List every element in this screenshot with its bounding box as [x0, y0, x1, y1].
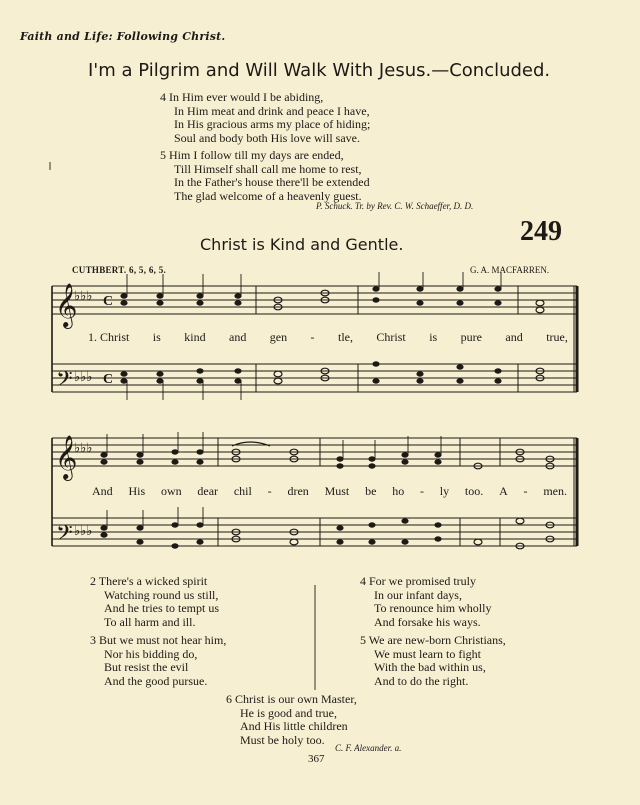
lyric-syllable: ho	[392, 484, 405, 498]
page-number: 367	[308, 753, 325, 765]
stanza-line: Nor his bidding do,	[104, 646, 198, 661]
lyric-syllable: dear	[197, 484, 219, 498]
stanza-line: In Him meat and drink and peace I have,	[174, 103, 370, 118]
stanza-line: Must be holy too.	[240, 732, 325, 747]
stanza-line: And he tries to tempt us	[104, 601, 219, 615]
lyric-syllable: Christ	[376, 330, 406, 344]
svg-text:♭♭♭: ♭♭♭	[74, 441, 93, 456]
svg-text:𝄞: 𝄞	[55, 435, 78, 479]
lyric-syllable: be	[365, 484, 377, 498]
stanza-line: But resist the evil	[104, 660, 189, 674]
stanza-5-right	[360, 634, 506, 688]
stanza-line: To renounce him wholly	[374, 601, 492, 615]
stanza-line: 6 Christ is our own Master,	[226, 692, 357, 706]
stanza-line: And His little children	[240, 719, 348, 733]
hymn-title-concluded: I'm a Pilgrim and Will Walk With Jesus.—Concluded.	[88, 60, 551, 81]
stanza-line: The glad welcome of a heavenly guest.	[174, 188, 362, 203]
stanza-4-right	[360, 575, 491, 629]
lyric-syllable: true,	[546, 330, 568, 344]
stanza-line: He is good and true,	[240, 705, 337, 720]
lyric-syllable: is	[152, 330, 161, 344]
stanza-2	[90, 575, 219, 629]
stanza-line: To all harm and ill.	[104, 614, 196, 629]
stanza-line: Soul and body both His love will save.	[174, 130, 360, 145]
lyric-syllable: kind	[184, 330, 206, 344]
lyric-syllable: tle,	[337, 330, 353, 344]
svg-text:♭♭♭: ♭♭♭	[74, 370, 93, 385]
lyric-syllable: A	[499, 484, 508, 498]
stanza-line: 5 Him I follow till my days are ended,	[160, 148, 344, 162]
composer-credit: G. A. MACFARREN.	[470, 265, 550, 275]
lyric-syllable: His	[128, 484, 146, 498]
running-header: Faith and Life: Following Christ.	[20, 30, 226, 43]
lyric-syllable: -	[419, 484, 424, 498]
lyric-syllable: and	[229, 330, 247, 344]
lyric-syllable: too.	[464, 484, 484, 498]
lyric-syllable: And	[92, 484, 113, 498]
lyric-syllable: ly	[439, 484, 450, 498]
svg-text:𝄢: 𝄢	[56, 367, 73, 397]
stanza-line: With the bad within us,	[374, 660, 486, 674]
lyric-syllable: pure	[460, 330, 482, 344]
stanza-line: In His gracious arms my place of hiding;	[174, 117, 371, 131]
svg-text:𝄢: 𝄢	[56, 521, 73, 551]
svg-text:C: C	[103, 372, 114, 387]
stanza-line: And the good pursue.	[104, 673, 208, 688]
stanza-line: Watching round us still,	[104, 587, 219, 602]
stanza-line: 5 We are new-born Christians,	[360, 633, 506, 647]
hymn-title: Christ is Kind and Gentle.	[200, 235, 404, 254]
stanza-line: 4 In Him ever would I be abiding,	[160, 90, 324, 104]
lyrics-line-1	[88, 330, 568, 345]
hymn-number: 249	[520, 216, 562, 247]
stanza-line: In our infant days,	[374, 587, 462, 602]
lyric-syllable: dren	[287, 484, 309, 498]
lyric-syllable: and	[505, 330, 523, 344]
lyric-syllable: Must	[324, 484, 350, 498]
lyric-syllable: -	[523, 484, 528, 498]
stanza-line: In the Father's house there'll be extended	[174, 175, 370, 189]
lyric-syllable: -	[267, 484, 272, 498]
lyric-syllable: men.	[543, 484, 567, 498]
svg-text:♭♭♭: ♭♭♭	[74, 289, 93, 304]
svg-text:𝄞: 𝄞	[55, 283, 78, 327]
stanza-line: Till Himself shall call me home to rest,	[174, 161, 362, 176]
stanza-6	[226, 693, 357, 747]
svg-text:♭♭♭: ♭♭♭	[74, 524, 93, 539]
stanza-line: We must learn to fight	[374, 646, 482, 661]
svg-text:C: C	[103, 294, 114, 309]
lyric-syllable: 1. Christ	[88, 330, 130, 344]
stanza-line: And forsake his ways.	[374, 614, 481, 629]
author-credit: C. F. Alexander. a.	[335, 743, 402, 753]
tune-name: CUTHBERT. 6, 5, 6, 5.	[72, 265, 167, 275]
lyric-syllable: gen	[269, 330, 288, 344]
stanza-line: 2 There's a wicked spirit	[90, 574, 208, 588]
lyric-syllable: is	[429, 330, 438, 344]
lyric-syllable: -	[310, 330, 315, 344]
stanza-line: 3 But we must not hear him,	[90, 633, 227, 647]
lyric-syllable: chil	[233, 484, 252, 498]
translation-credit: P. Schuck. Tr. by Rev. C. W. Schaeffer, D. D.	[316, 201, 474, 211]
stanza-3	[90, 634, 226, 688]
lyrics-line-2	[92, 484, 567, 499]
lyric-syllable: own	[160, 484, 182, 498]
stanza-line: And to do the right.	[374, 673, 469, 688]
stanza-line: 4 For we promised truly	[360, 574, 476, 588]
